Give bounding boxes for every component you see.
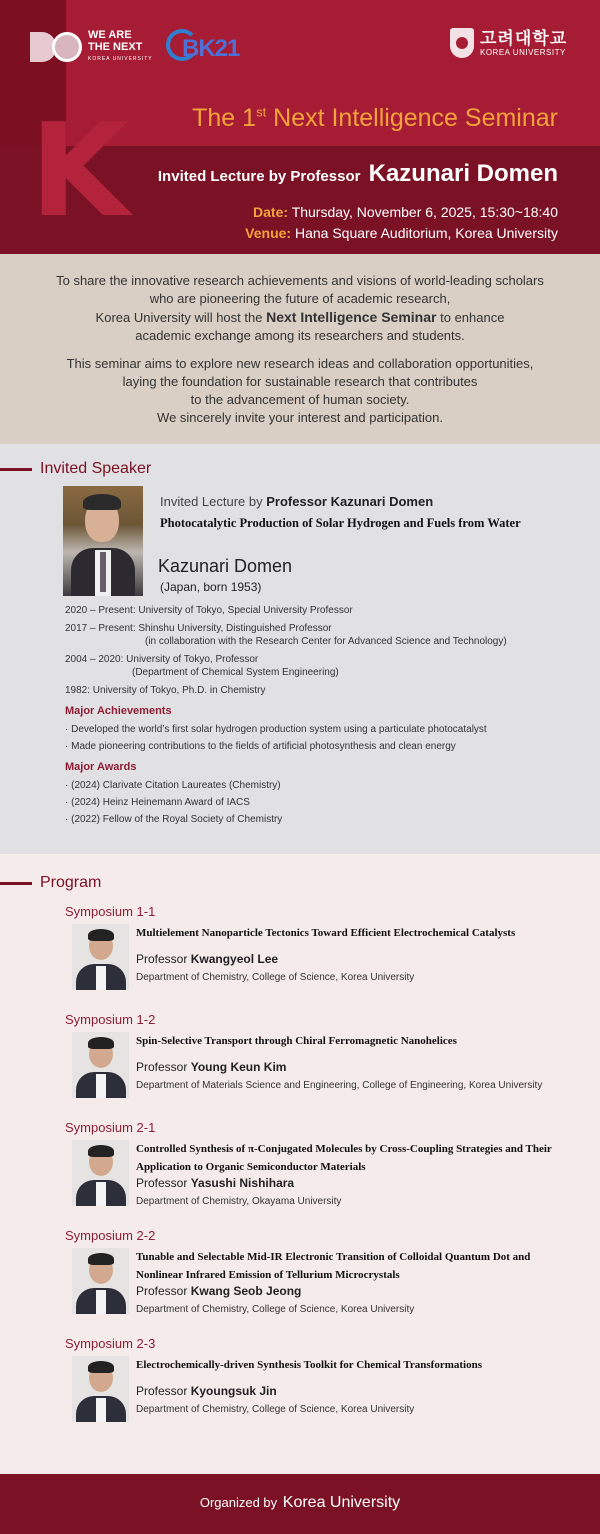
presenter-name: Professor Kwangyeol Lee <box>136 952 279 966</box>
logo-sub: KOREA UNIVERSITY <box>88 56 153 62</box>
symposium-title: Spin-Selective Transport through Chiral Ferromagnetic Nanohelices <box>136 1035 457 1047</box>
presenter-photo <box>72 1032 129 1098</box>
achievements-heading: Major Achievements <box>65 705 172 717</box>
speaker-name: Kazunari Domen <box>158 556 293 576</box>
korea-university-logo <box>450 28 567 58</box>
program-section-heading: Program <box>0 872 600 894</box>
organized-by: Organized by <box>199 1495 278 1510</box>
invited-speaker-section <box>0 444 600 854</box>
seminar-title: The 1st Next Intelligence Seminar <box>192 104 558 132</box>
symposium-title: Tunable and Selectable Mid-IR Electronic Transition of Colloidal Quantum Dot and Nonlinear Infrared Emission of Tellurium Microcrystals <box>136 1251 531 1281</box>
symposium-label: Symposium 2-2 <box>65 1228 156 1243</box>
presenter-name: Professor Yasushi Nishihara <box>136 1176 295 1190</box>
symposium-item <box>65 904 565 1004</box>
presenter-name: Professor Kyoungsuk Jin <box>136 1384 277 1398</box>
program-section <box>0 854 600 1474</box>
logo-line2: THE NEXT <box>88 41 143 53</box>
logo-line1: WE ARE <box>88 29 132 41</box>
intro-section <box>0 254 600 444</box>
presenter-photo <box>72 1356 129 1422</box>
symposium-label: Symposium 2-1 <box>65 1120 156 1135</box>
speaker-talk-title: Photocatalytic Production of Solar Hydrogen and Fuels from Water <box>160 516 521 530</box>
presenter-dept: Department of Chemistry, College of Science, Korea University <box>136 1404 415 1415</box>
ku-english-name: KOREA UNIVERSITY <box>480 47 566 57</box>
symposium-title: Controlled Synthesis of π-Conjugated Molecules by Cross-Coupling Strategies and Their Application to Organic Semiconductor Materials <box>136 1143 552 1173</box>
list-item: · Developed the world’s first solar hydrogen production system using a particulate photocatalyst <box>65 724 487 735</box>
logo-mark-icon <box>30 32 82 62</box>
bk-text: BK21 <box>182 35 240 62</box>
symposium-label: Symposium 2-3 <box>65 1336 156 1351</box>
symposium-item <box>65 1012 565 1112</box>
symposium-title: Multielement Nanoparticle Tectonics Toward Efficient Electrochemical Catalysts <box>136 927 516 939</box>
symposium-item <box>65 1336 565 1436</box>
symposium-item <box>65 1228 565 1328</box>
presenter-photo <box>72 1140 129 1206</box>
header-banner <box>0 0 600 254</box>
symposium-title: Electrochemically-driven Synthesis Toolkit for Chemical Transformations <box>136 1359 482 1371</box>
list-item: · Made pioneering contributions to the fields of artificial photosynthesis and clean energy <box>65 741 456 752</box>
lecture-heading: Invited Lecture by Professor Kazunari Domen <box>157 160 558 187</box>
presenter-dept: Department of Chemistry, Okayama University <box>136 1196 342 1207</box>
venue-line: Venue: Hana Square Auditorium, Korea University <box>245 225 558 241</box>
speaker-career: 2020 – Present: University of Tokyo, Special University Professor 2017 – Present: Shinshu University, Distinguished Professor (in collaboration with the Research Center for Advanced Science and Technology) 2004 – 2020: University of Tokyo, Professor (Department of Chemical System Engineering) 1982: University of Tokyo, Ph.D. in Chemistry Major Achievements · Developed the world’s first solar hydrogen production system using a particulate photocatalyst · Made pioneering contributions to the fields of artificial photosynthesis and clean energy Major Awards · (2024) Clarivate Citation Laureates (Chemistry) · (2024) Heinz Heinemann Award of IACS · (2022) Fellow of the Royal Society of Chemistry <box>65 605 507 825</box>
presenter-dept: Department of Chemistry, College of Science, Korea University <box>136 1304 415 1315</box>
speaker-born: (Japan, born 1953) <box>160 580 262 594</box>
presenter-dept: Department of Materials Science and Engineering, College of Engineering, Korea University <box>136 1080 543 1091</box>
intro-paragraph-1: To share the innovative research achievements and visions of world-leading scholars who are pioneering the future of academic research, Korea University will host the Next Intelligence Seminar to enhance academic exchange among its researchers and students. <box>56 273 544 343</box>
big-k-letter: K <box>30 97 130 246</box>
symposium-label: Symposium 1-2 <box>65 1012 156 1027</box>
intro-paragraph-2: This seminar aims to explore new research ideas and collaboration opportunities, laying the foundation for sustainable research that contributes to the advancement of human society. We sincerely invite your interest and participation. <box>66 356 534 425</box>
presenter-photo <box>72 1248 129 1314</box>
presenter-name: Professor Young Keun Kim <box>136 1060 287 1074</box>
speaker-section-heading: Invited Speaker <box>0 458 600 480</box>
list-item: · (2024) Heinz Heinemann Award of IACS <box>65 797 250 808</box>
we-are-the-next-logo <box>30 29 153 65</box>
date-line: Date: Thursday, November 6, 2025, 15:30~18:40 <box>253 204 558 220</box>
list-item: · (2022) Fellow of the Royal Society of Chemistry <box>65 814 283 825</box>
symposium-item <box>65 1120 565 1220</box>
organizer-name: Korea University <box>282 1494 401 1511</box>
list-item: · (2024) Clarivate Citation Laureates (Chemistry) <box>65 780 281 791</box>
awards-heading: Major Awards <box>65 761 137 773</box>
ku-korean-name: 고려대학교 <box>480 28 568 49</box>
bk21-logo <box>164 25 240 62</box>
speaker-lecture-line: Invited Lecture by Professor Kazunari Domen <box>160 494 434 509</box>
presenter-name: Professor Kwang Seob Jeong <box>136 1284 302 1298</box>
ku-shield-icon <box>450 28 474 58</box>
footer <box>0 1474 600 1534</box>
presenter-dept: Department of Chemistry, College of Science, Korea University <box>136 972 415 983</box>
speaker-photo <box>63 486 143 596</box>
symposium-label: Symposium 1-1 <box>65 904 156 919</box>
presenter-photo <box>72 924 129 990</box>
